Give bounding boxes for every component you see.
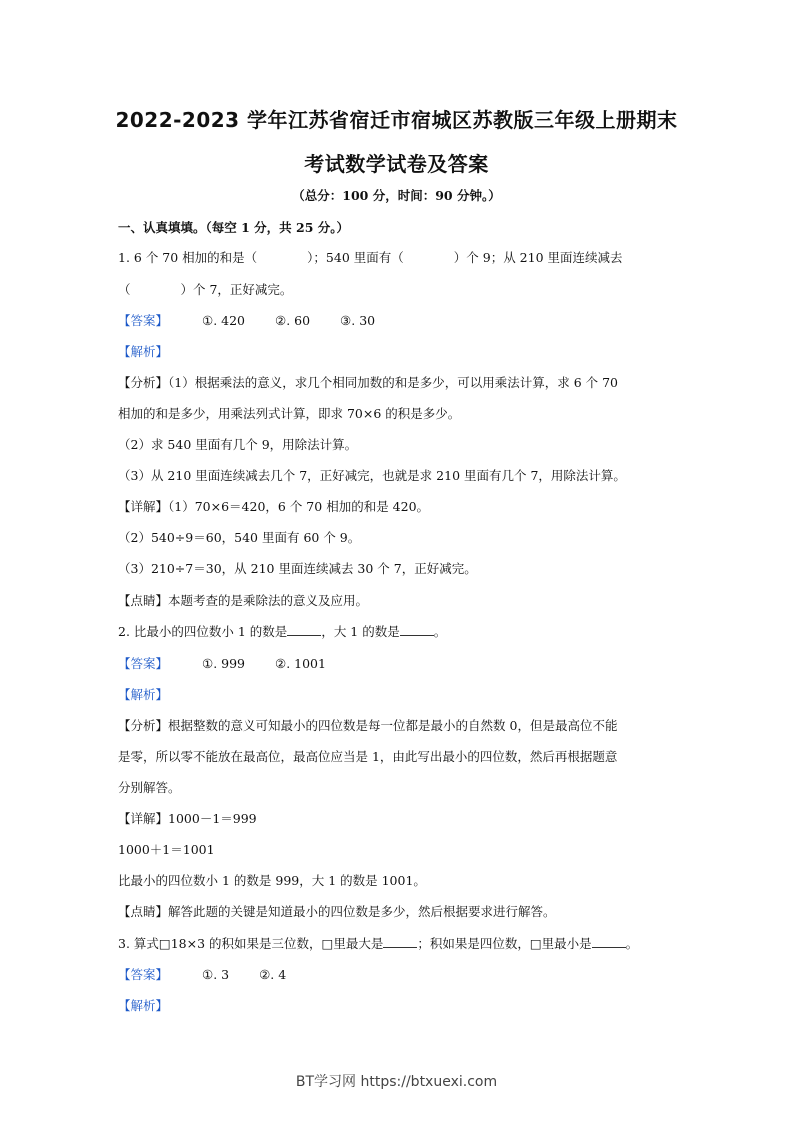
- answer-value: ①. 999: [202, 656, 246, 671]
- fenxi-text: 根据整数的意义可知最小的四位数是每一位都是最小的自然数 0，但是最高位不能: [168, 718, 618, 733]
- point-tag: 【点睛】: [118, 593, 169, 608]
- q1-fenxi-line3: （2）求 540 里面有几个 9，用除法计算。: [118, 437, 358, 452]
- q1-fenxi-line1: [118, 375, 618, 391]
- q1-detail-line3: （3）210÷7＝30，从 210 里面连续减去 30 个 7，正好减完。: [118, 561, 477, 576]
- fenxi-text: （1）根据乘法的意义，求几个相同加数的和是多少，可以用乘法计算，求 6 个 70: [168, 375, 618, 390]
- q2-detail-line2: 1000＋1＝1001: [118, 842, 215, 857]
- q2-point: [118, 904, 556, 920]
- site-footer: BT学习网 https://btxuexi.com: [295, 1074, 498, 1090]
- q2-text: [118, 624, 446, 640]
- answer-value: ③. 30: [340, 313, 376, 328]
- q3-text-part: 。: [625, 936, 639, 951]
- fenxi-tag: 【分析】: [118, 718, 169, 733]
- q3-text-part: ；积如果是四位数，□里最小是: [417, 936, 592, 951]
- q2-fenxi-line3: 分别解答。: [118, 780, 181, 795]
- q2-answer: [118, 656, 326, 672]
- answer-value: ②. 60: [275, 313, 311, 328]
- document-title-line2: 考试数学试卷及答案: [304, 152, 489, 176]
- q2-text-part: 。: [433, 624, 447, 639]
- document-title-line1: 2022-2023 学年江苏省宿迁市宿城区苏教版三年级上册期末: [115, 108, 678, 132]
- q3-text: [118, 936, 638, 952]
- q3-analysis-tag: 【解析】: [118, 998, 169, 1013]
- answer-tag: 【答案】: [118, 656, 169, 671]
- q2-analysis-tag: 【解析】: [118, 687, 169, 702]
- q3-answer: [118, 967, 286, 983]
- answer-value: ①. 420: [202, 313, 246, 328]
- q1-point: [118, 593, 368, 609]
- q3-text-part: 3. 算式□18×3 的积如果是三位数，□里最大是: [118, 936, 384, 951]
- exam-info: （总分：100 分，时间：90 分钟。）: [292, 188, 501, 203]
- q1-fenxi-line2: 相加的和是多少，用乘法列式计算，即求 70×6 的积是多少。: [118, 406, 461, 421]
- q1-detail-line1: [118, 499, 429, 515]
- answer-value: ②. 1001: [275, 656, 326, 671]
- q1-text-line1: 1. 6 个 70 相加的和是（ ）；540 里面有（ ）个 9；从 210 里面连续减去: [118, 250, 623, 265]
- point-text: 本题考查的是乘除法的意义及应用。: [168, 593, 369, 608]
- point-tag: 【点睛】: [118, 904, 169, 919]
- q1-answer: [118, 313, 375, 329]
- answer-blank: [287, 624, 321, 636]
- section-heading: 一、认真填填。（每空 1 分，共 25 分。）: [118, 220, 350, 235]
- q2-fenxi-line1: [118, 718, 617, 734]
- q2-detail-line3: 比最小的四位数小 1 的数是 999，大 1 的数是 1001。: [118, 873, 426, 888]
- q1-detail-line2: （2）540÷9＝60，540 里面有 60 个 9。: [118, 530, 361, 545]
- answer-value: ②. 4: [259, 967, 287, 982]
- q2-fenxi-line2: 是零，所以零不能放在最高位，最高位应当是 1，由此写出最小的四位数，然后再根据题意: [118, 749, 618, 764]
- fenxi-tag: 【分析】: [118, 375, 169, 390]
- q2-text-part: ，大 1 的数是: [321, 624, 400, 639]
- answer-blank: [383, 936, 417, 948]
- q1-text-line2: （ ）个 7，正好减完。: [118, 282, 293, 297]
- answer-blank: [400, 624, 434, 636]
- detail-tag: 【详解】: [118, 811, 169, 826]
- q1-analysis-tag: 【解析】: [118, 344, 169, 359]
- answer-value: ①. 3: [202, 967, 230, 982]
- detail-tag: 【详解】: [118, 499, 169, 514]
- q2-text-part: 2. 比最小的四位数小 1 的数是: [118, 624, 288, 639]
- point-text: 解答此题的关键是知道最小的四位数是多少，然后根据要求进行解答。: [168, 904, 556, 919]
- detail-text: 1000－1＝999: [168, 811, 257, 826]
- detail-text: （1）70×6＝420，6 个 70 相加的和是 420。: [168, 499, 430, 514]
- answer-blank: [592, 936, 626, 948]
- answer-tag: 【答案】: [118, 313, 169, 328]
- answer-tag: 【答案】: [118, 967, 169, 982]
- q1-fenxi-line4: （3）从 210 里面连续减去几个 7，正好减完，也就是求 210 里面有几个 7，用除法计算。: [118, 468, 626, 483]
- q2-detail-line1: [118, 811, 257, 827]
